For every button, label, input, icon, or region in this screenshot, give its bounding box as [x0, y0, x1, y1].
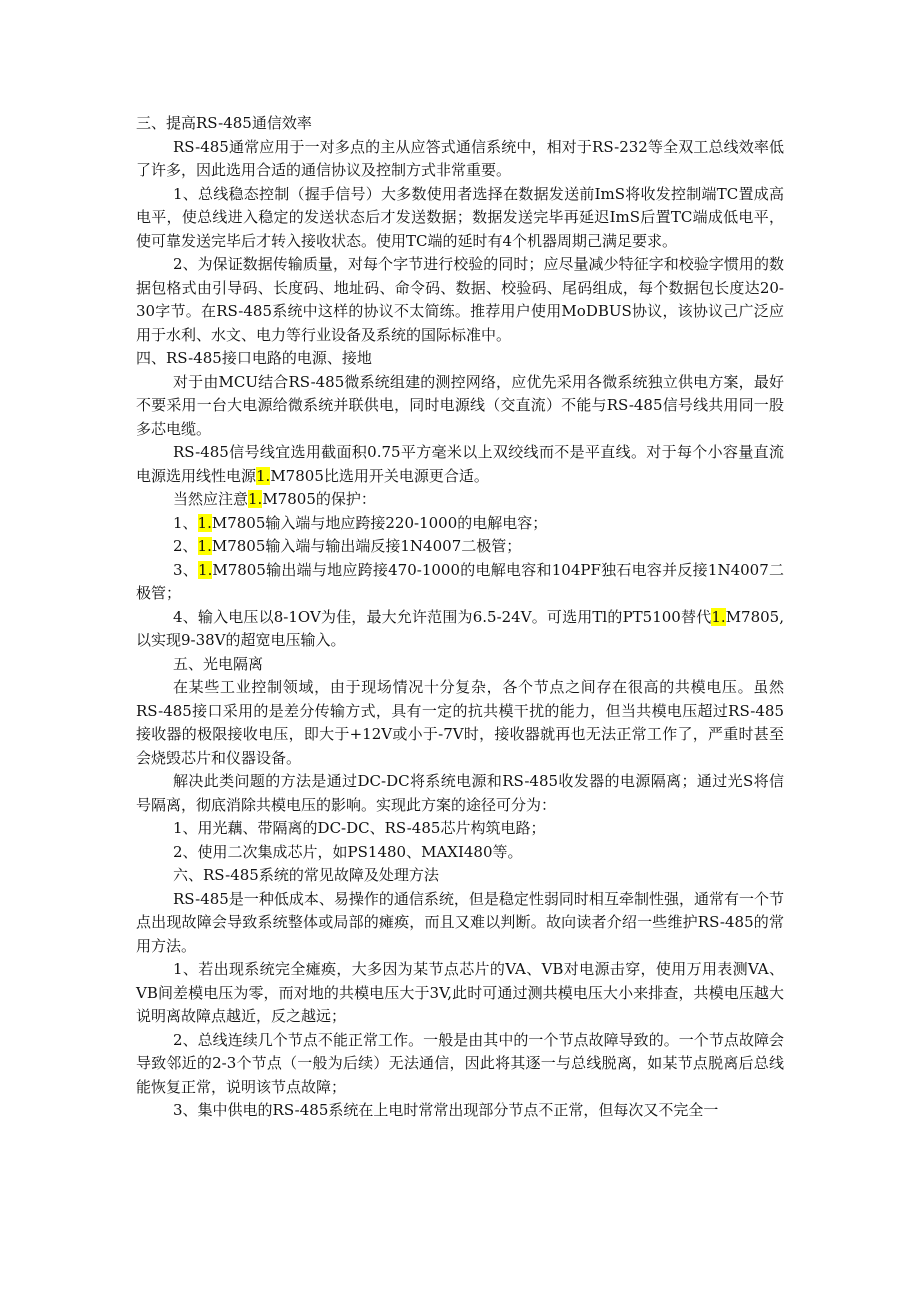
- text-run: 2、总线连续几个节点不能正常工作。一般是由其中的一个节点故障导致的。一个节点故障会导致邻近的2-3个节点（一般为后续）无法通信，因此将其逐一与总线脱离，如某节点脱离后总线能恢复正常，说明该节点故障；: [136, 1030, 784, 1096]
- paragraph: [136, 559, 784, 606]
- paragraph: [136, 958, 784, 1029]
- highlighted-text: 1.: [248, 490, 263, 508]
- paragraph: [136, 512, 784, 536]
- text-run: 1、: [173, 513, 198, 532]
- highlighted-text: 1.: [197, 537, 212, 555]
- text-run: 4、输入电压以8-1OV为佳，最大允许范围为6.5-24V。可选用Tl的PT5100替代: [173, 607, 712, 626]
- section-heading: [136, 347, 784, 371]
- text-run: 三、提高RS-485通信效率: [136, 114, 312, 132]
- text-run: 1、用光藕、带隔离的DC-DC、RS-485芯片构筑电路；: [173, 819, 546, 837]
- paragraph: [136, 441, 784, 488]
- text-run: 在某些工业控制领域，由于现场情况十分复杂，各个节点之间存在很高的共模电压。虽然RS-485接口采用的是差分传输方式，具有一定的抗共模干扰的能力，但当共模电压超过RS-485接收器的极限接收电压，即大于+12V或小于-7V时，接收器就再也无法正常工作了，严重时甚至会烧毁芯片和仪器设备。: [136, 678, 784, 767]
- section-heading: [136, 112, 784, 136]
- text-run: M7805输入端与地应跨接220-1000的电解电容；: [211, 513, 548, 532]
- text-run: 对于由MCU结合RS-485微系统组建的测控网络，应优先采用各微系统独立供电方案，最好不要采用一台大电源给微系统并联供电，同时电源线（交直流）不能与RS-485信号线共用同一股多芯电缆。: [136, 372, 784, 438]
- text-run: M7805比选用开关电源更合适。: [270, 466, 489, 485]
- paragraph: [136, 770, 784, 817]
- text-run: RS-485信号线宜选用截面积0.75平方毫米以上双绞线而不是平直线。对于每个小容量直流电源选用线性电源: [136, 443, 784, 485]
- text-run: 五、光电隔离: [173, 654, 264, 673]
- paragraph: [136, 136, 784, 183]
- text-run: M7805输出端与地应跨接470-1000的电解电容和104PF独石电容并反接1N4007二极管；: [136, 560, 784, 602]
- text-run: RS-485是一种低成本、易操作的通信系统，但是稳定性弱同时相互牵制性强，通常有一个节点出现故障会导致系统整体或局部的瘫痪，而且又难以判断。故向读者介绍一些维护RS-485的常用方法。: [136, 889, 784, 955]
- text-run: 3、: [173, 560, 199, 579]
- highlighted-text: 1.: [197, 513, 212, 532]
- text-run: 2、: [173, 537, 198, 555]
- section-heading: [136, 653, 784, 677]
- paragraph: [136, 606, 784, 653]
- highlighted-text: 1.: [711, 607, 726, 626]
- paragraph: [136, 371, 784, 442]
- text-run: M7805,以实现9-38V的超宽电压输入。: [136, 607, 784, 649]
- text-run: M7805输入端与输出端反接1N4007二极管；: [211, 537, 522, 555]
- highlighted-text: 1.: [198, 560, 213, 579]
- text-run: 六、RS-485系统的常见故障及处理方法: [173, 866, 439, 884]
- paragraph: [136, 676, 784, 770]
- paragraph: [136, 888, 784, 959]
- paragraph: [136, 488, 784, 512]
- paragraph: [136, 1029, 784, 1100]
- paragraph: [136, 1099, 784, 1123]
- text-run: 四、RS-485接口电路的电源、接地: [136, 349, 372, 367]
- section-heading: [136, 864, 784, 888]
- text-run: 1、若出现系统完全瘫痪，大多因为某节点芯片的VA、VB对电源击穿，使用万用表测VA、VB间差模电压为零，而对地的共模电压大于3V,此时可通过测共模电压大小来排查，共模电压越大说明离故障点越近，反之越远；: [136, 960, 784, 1025]
- text-run: RS-485通常应用于一对多点的主从应答式通信系统中，相对于RS-232等全双工总线效率低了许多，因此选用合适的通信协议及控制方式非常重要。: [136, 137, 784, 179]
- text-run: 1、总线稳态控制（握手信号）大多数使用者选择在数据发送前ImS将收发控制端TC置成高电平，使总线进入稳定的发送状态后才发送数据；数据发送完毕再延迟ImS后置TC端成低电平，使可靠发送完毕后才转入接收状态。使用TC端的延时有4个机器周期己满足要求。: [136, 184, 784, 250]
- highlighted-text: 1.: [256, 466, 271, 485]
- text-run: 解决此类问题的方法是通过DC-DC将系统电源和RS-485收发器的电源隔离；通过光S将信号隔离，彻底消除共模电压的影响。实现此方案的途径可分为：: [136, 772, 784, 814]
- paragraph: [136, 841, 784, 865]
- text-run: 2、为保证数据传输质量，对每个字节进行校验的同时；应尽量减少特征字和校验字惯用的数据包格式由引导码、长度码、地址码、命令码、数据、校验码、尾码组成，每个数据包长度达20-30字节。在RS-485系统中这样的协议不太简练。推荐用户使用MoDBUS协议，该协议己广泛应用于水利、水文、电力等行业设备及系统的国际标准中。: [136, 255, 784, 344]
- paragraph: [136, 253, 784, 347]
- document-page: [136, 112, 784, 1123]
- paragraph: [136, 817, 784, 841]
- text-run: 当然应注意: [173, 490, 249, 508]
- text-run: 2、使用二次集成芯片，如PS1480、MAXI480等。: [173, 842, 523, 861]
- text-run: 3、集中供电的RS-485系统在上电时常常出现部分节点不正常，但每次又不完全一: [173, 1101, 719, 1119]
- text-run: M7805的保护：: [262, 490, 376, 508]
- paragraph: [136, 535, 784, 559]
- paragraph: [136, 183, 784, 254]
